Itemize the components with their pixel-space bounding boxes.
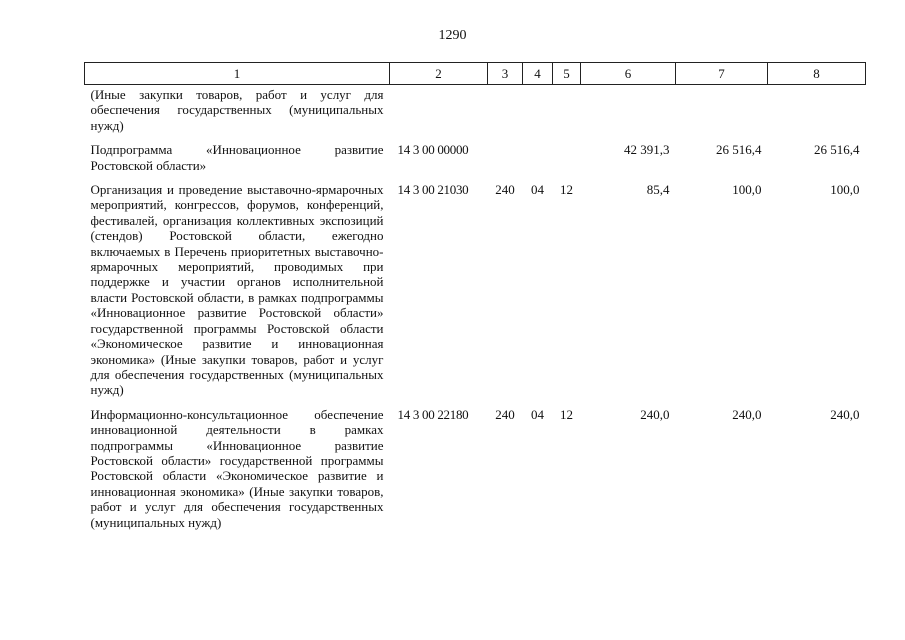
row-col4 bbox=[523, 85, 553, 134]
column-header: 5 bbox=[553, 63, 581, 85]
column-header: 3 bbox=[488, 63, 523, 85]
row-col7: 240,0 bbox=[732, 406, 762, 422]
table-row bbox=[85, 173, 866, 398]
row-col8: 100,0 bbox=[830, 182, 860, 198]
column-header: 6 bbox=[581, 63, 676, 85]
row-col3: 240 bbox=[495, 182, 515, 198]
column-header: 4 bbox=[523, 63, 553, 85]
row-name: Информационно-консультационное обеспечение инновационной деятельности в рамках подпрограммы «Инновационное развитие Ростовской области» государственной программы Ростовской области «Экономическое развитие и инновационная экономика» (Иные закупки товаров, работ и услуг для обеспечения государственных (муниципальных нужд) bbox=[90, 406, 384, 530]
row-col4 bbox=[523, 133, 553, 173]
table-header bbox=[85, 63, 866, 85]
row-col8: 240,0 bbox=[830, 406, 860, 422]
budget-table bbox=[84, 62, 866, 530]
column-header: 8 bbox=[768, 63, 866, 85]
row-col3: 240 bbox=[495, 406, 515, 422]
page-number: 1290 bbox=[438, 28, 467, 43]
row-col4: 04 bbox=[531, 182, 544, 198]
table-row bbox=[85, 133, 866, 173]
row-col3 bbox=[488, 133, 523, 173]
row-col3 bbox=[488, 85, 523, 134]
row-col6: 42 391,3 bbox=[624, 142, 670, 158]
row-code: 14 3 00 22180 bbox=[397, 406, 469, 422]
row-col6: 240,0 bbox=[640, 406, 670, 422]
row-col5 bbox=[553, 85, 581, 134]
row-col8: 26 516,4 bbox=[814, 142, 860, 158]
row-col6: 85,4 bbox=[646, 182, 670, 198]
column-header: 7 bbox=[676, 63, 768, 85]
column-header: 1 bbox=[85, 63, 390, 85]
row-col5 bbox=[553, 133, 581, 173]
row-col7: 100,0 bbox=[732, 182, 762, 198]
row-code: 14 3 00 21030 bbox=[397, 182, 469, 198]
row-name: (Иные закупки товаров, работ и услуг для обеспечения государственных (муниципальных нужд) bbox=[90, 87, 384, 133]
row-col5: 12 bbox=[560, 182, 573, 198]
row-name: Подпрограмма «Инновационное развитие Ростовской области» bbox=[90, 142, 384, 173]
row-col7: 26 516,4 bbox=[716, 142, 762, 158]
row-code: 14 3 00 00000 bbox=[397, 142, 469, 158]
table-row bbox=[85, 398, 866, 530]
row-col6 bbox=[581, 85, 676, 134]
row-col7 bbox=[676, 85, 768, 134]
row-col5: 12 bbox=[560, 406, 573, 422]
row-col4: 04 bbox=[531, 406, 544, 422]
column-header: 2 bbox=[390, 63, 488, 85]
row-code bbox=[390, 85, 488, 134]
table-row bbox=[85, 85, 866, 134]
row-name: Организация и проведение выставочно-ярмарочных мероприятий, конгрессов, форумов, конференций, фестивалей, организация коллективных экспозиций (стендов) Ростовской области, ежегодно включаемых в Перечень приоритетных выставочно-ярмарочных мероприятий, проводимых при поддержке и участии органов исполнительной власти Ростовской области, в рамках подпрограммы «Инновационное развитие Ростовской области» государственной программы Ростовской области «Экономическое развитие и инновационная экономика» (Иные закупки товаров, работ и услуг для обеспечения государственных (муниципальных нужд) bbox=[90, 182, 384, 398]
row-col8 bbox=[768, 85, 866, 134]
